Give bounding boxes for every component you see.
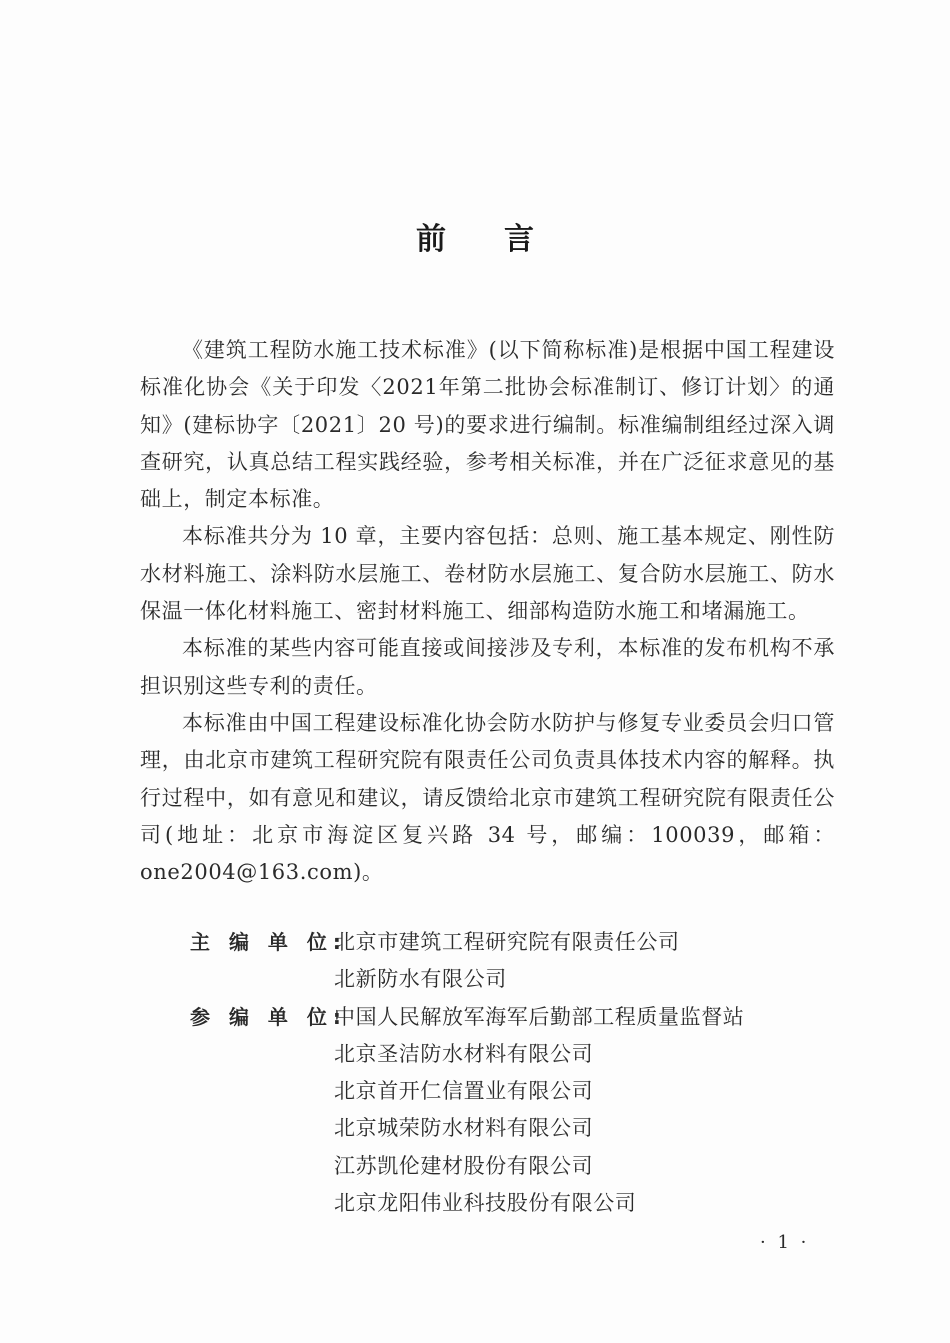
paragraph: 本标准共分为 10 章，主要内容包括：总则、施工基本规定、刚性防水材料施工、涂料防水层施工、卷材防水层施工、复合防水层施工、防水保温一体化材料施工、密封材料施工、细部构造防水施工和堵漏施工。 bbox=[140, 524, 835, 624]
participant-label: 参 编 单 位: bbox=[190, 1004, 347, 1029]
paragraph: 《建筑工程防水施工技术标准》(以下简称标准)是根据中国工程建设标准化协会《关于印发〈2021年第二批协会标准制订、修订计划〉的通知》(建标协字〔2021〕20 号)的要求进行编制。标准编制组经过深入调查研究，认真总结工程实践经验，参考相关标准，并在广泛征求意见的基础上，制定本标准。 bbox=[140, 338, 835, 512]
chief-editor-label: 主 编 单 位: bbox=[190, 930, 347, 954]
participant-item: 江苏凯伦建材股份有限公司 bbox=[334, 1153, 594, 1178]
participant-item: 北京龙阳伟业科技股份有限公司 bbox=[334, 1191, 637, 1216]
editing-units bbox=[190, 924, 744, 1222]
participant-item: 中国人民解放军海军后勤部工程质量监督站 bbox=[334, 1004, 745, 1029]
page-number: · 1 · bbox=[760, 1232, 810, 1253]
paragraph: 本标准由中国工程建设标准化协会防水防护与修复专业委员会归口管理，由北京市建筑工程研究院有限责任公司负责具体技术内容的解释。执行过程中，如有意见和建议，请反馈给北京市建筑工程研究院有限责任公司(地址：北京市海淀区复兴路 34 号，邮编：100039，邮箱：one2004@163.com)。 bbox=[140, 710, 835, 885]
paragraph: 本标准的某些内容可能直接或间接涉及专利，本标准的发布机构不承担识别这些专利的责任。 bbox=[140, 636, 835, 698]
chief-editor-item: 北京市建筑工程研究院有限责任公司 bbox=[334, 930, 680, 954]
participant-block bbox=[190, 999, 744, 1223]
participant-item: 北京圣洁防水材料有限公司 bbox=[334, 1041, 594, 1066]
participant-item: 北京城荣防水材料有限公司 bbox=[334, 1116, 594, 1141]
participant-list bbox=[334, 999, 744, 1223]
title-char-1: 前 bbox=[416, 222, 446, 257]
page-title bbox=[0, 214, 950, 258]
participant-item: 北京首开仁信置业有限公司 bbox=[334, 1079, 594, 1104]
chief-editor-item: 北新防水有限公司 bbox=[334, 967, 507, 992]
title-char-2: 言 bbox=[504, 222, 534, 257]
chief-editor-list bbox=[334, 924, 680, 999]
preface-body bbox=[140, 332, 835, 891]
chief-editor-block bbox=[190, 924, 744, 999]
